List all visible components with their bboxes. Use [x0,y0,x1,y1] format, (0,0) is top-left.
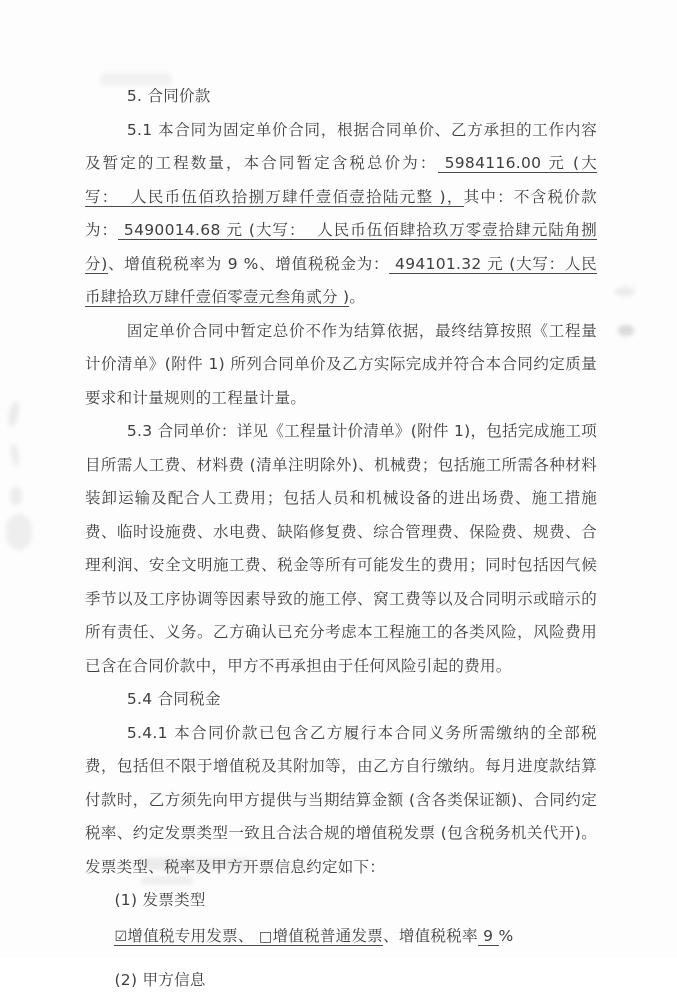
checked-checkbox-icon: ☑ [114,928,128,945]
party-a-info-heading [85,964,597,998]
clause-5-3-text: 5.3 合同单价：详见《工程量计价清单》(附件 1)，包括完成施工项目所需人工费、材料费 (清单注明除外)、机械费；包括施工所需各种材料装卸运输及配合人工费用；包括人员和机械设备的进出场费、施工措施费、临时设施费、水电费、缺陷修复费、综合管理费、保险费、规费、合理利润、安全文明施工费、税金等所有可能发生的费用；同时包括因气候季节以及工序协调等因素导致的施工停、窝工费等以及合同明示或暗示的所有责任、义务。乙方确认已充分考虑本工程施工的各类风险，风险费用已含在合同价款中，甲方不再承担由于任何风险引起的费用。 [85,422,597,675]
clause-5-1-text: 、增值税税率为 9 %、增值税税金为： [107,254,390,273]
clause-5-1-text: 其中：不含税价款为： [85,187,597,239]
unchecked-checkbox-icon: □ [258,928,273,945]
scan-artifact [10,487,22,505]
clause-5-1 [85,114,597,315]
clause-5-3 [85,415,597,683]
clause-5-4-1-text: 5.4.1 本合同价款已包含乙方履行本合同义务所需缴纳的全部税费，包括但不限于增值税及其附加等，由乙方自行缴纳。每月进度款结算付款时，乙方须先向甲方提供与当期结算金额 (含各类保证额)、合同约定税率、约定发票类型一致且合法合规的增值税发票 (包含税务机关代开)。发票类型、税率及甲方开票信息约定如下： [85,723,597,876]
scan-artifact [10,444,21,467]
clause-5-4-heading [85,683,597,717]
clause-settlement-basis-text: 固定单价合同中暂定总价不作为结算依据，最终结算按照《工程量计价清单》(附件 1) 所列合同单价及乙方实际完成并符合本合同约定质量要求和计量规则的工程量计量。 [85,321,597,407]
contract-body [85,80,597,998]
total-price-with-tax: 5984116.00 元 (大写： 人民币伍佰玖拾捌万肆仟壹佰壹拾陆元整 )， [85,154,597,206]
clause-5-1-text: 5.1 本合同为固定单价合同，根据合同单价、乙方承担的工作内容及暂定的工程数量，本合同暂定含税总价为： [85,120,597,172]
vat-rate-label: 、增值税税率 [383,926,478,945]
vat-rate-value: 9 [477,926,499,945]
vat-special-invoice-label: 增值税专用发票、 [127,926,259,945]
section-5-heading-text: 5. 合同价款 [126,87,211,105]
clause-settlement-basis [85,315,597,416]
invoice-type-heading [85,884,597,918]
party-a-info-heading-text: (2) 甲方信息 [114,971,206,989]
scan-artifact [615,287,635,296]
invoice-type-line [85,920,597,955]
scan-artifact [6,514,32,550]
vat-ordinary-invoice-label: 增值税普通发票 [272,926,384,945]
clause-5-1-text: 。 [349,288,366,306]
vat-amount: 494101.32 元 (大写：人民币肆拾玖万肆仟壹佰零壹元叁角贰分 ) [85,254,597,306]
scan-artifact [618,325,634,336]
clause-5-4-heading-text: 5.4 合同税金 [126,690,221,708]
price-excluding-tax: 5490014.68 元 (大写： 人民币伍佰肆拾玖万零壹拾肆元陆角捌分) [85,221,597,273]
section-5-heading [85,80,597,114]
scan-artifact [6,400,20,427]
percent-sign: % [498,926,514,945]
clause-5-4-1 [85,717,597,885]
invoice-type-heading-text: (1) 发票类型 [114,891,206,909]
